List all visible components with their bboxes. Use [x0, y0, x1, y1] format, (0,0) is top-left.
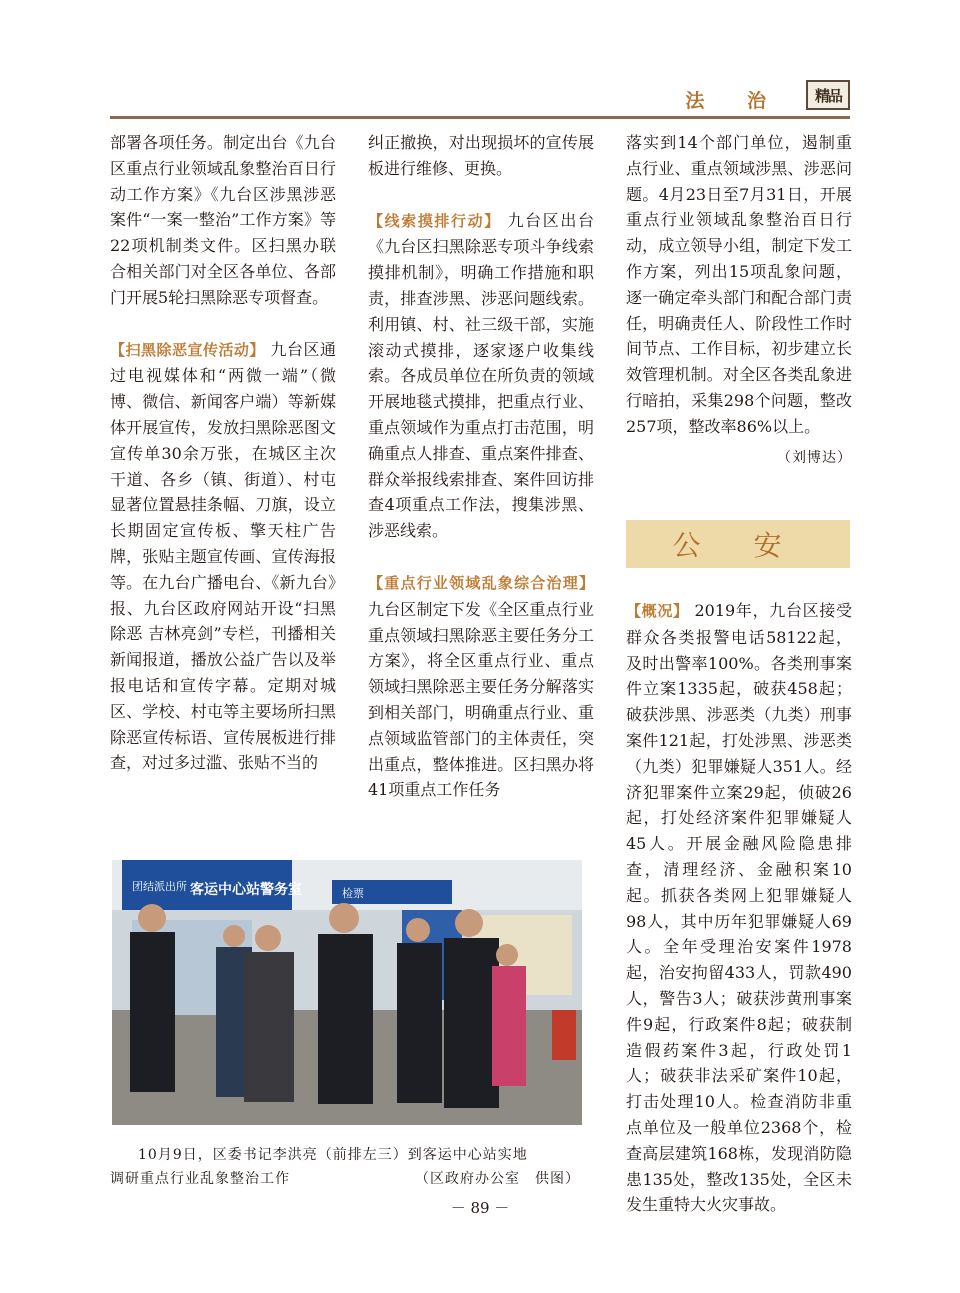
- paragraph: 【概况】 2019年，九台区接受群众各类报警电话58122起，及时出警率100%。各类刑事案件立案1335起，破获458起；破获涉黑、涉恶类（九类）刑事案件121起，打处涉黑、涉恶类（九类）犯罪嫌疑人351人。经济犯罪案件立案29起，侦破26起，打处经济案件犯罪嫌疑人45人。开展金融风险隐患排查，清理经济、金融积案10起。抓获各类网上犯罪嫌疑人98人，其中历年犯罪嫌疑人69人。全年受理治安案件1978起，治安拘留433人，罚款490人，警告3人；破获涉黄刑事案件9起，行政案件8起；破获制造假药案件3起，行政处罚1人；破获非法采矿案件10起，打击处理10人。检查消防非重点单位及一般单位2368个，检查高层建筑168栋，发现消防隐患135处，整改135处，全区未发生重特大火灾事故。: [626, 601, 852, 1215]
- paragraph: 纠正撤换，对出现损坏的宣传展板进行维修、更换。: [368, 133, 594, 178]
- jingpin-logo: 精品: [806, 80, 850, 110]
- author-credit: （刘博达）: [777, 449, 852, 466]
- keyword-heading: 【扫黑除恶宣传活动】: [110, 340, 265, 359]
- column-3-lower: [626, 598, 852, 1218]
- header-rule: [110, 116, 850, 119]
- paragraph: 【扫黑除恶宣传活动】 九台区通过电视媒体和“两微一端”（微博、微信、新闻客户端）等新媒体开展宣传，发放扫黑除恶图文宣传单30余万张，在城区主次干道、各乡（镇、街道）、村屯显著位置悬挂条幅、刀旗，设立长期固定宣传板、擎天柱广告牌，张贴主题宣传画、宣传海报等。在九台广播电台、《新九台》报、九台区政府网站开设“扫黑除恶 吉林亮剑”专栏，刊播相关新闻报道，播放公益广告以及举报电话和宣传字幕。定期对城区、学校、村屯等主要场所扫黑除恶宣传标语、宣传展板进行排查，对过多过滥、张贴不当的: [110, 339, 336, 773]
- svg-text:团结派出所: 团结派出所: [132, 880, 187, 893]
- photo-caption: [110, 1143, 580, 1191]
- keyword-heading: 【概况】: [626, 602, 689, 620]
- paragraph: 【重点行业领域乱象综合治理】 九台区制定下发《全区重点行业重点领域扫黑除恶主要任务分工方案》，将全区重点行业、重点领域扫黑除恶主要任务分解落实到相关部门，明确重点行业、重点领域监管部门的主体责任，突出重点，整体推进。区扫黑办将41项重点工作任务: [368, 573, 594, 800]
- svg-text:检票: 检票: [342, 887, 364, 900]
- caption-line-2: 调研重点行业乱象整治工作: [110, 1171, 290, 1187]
- keyword-heading: 【重点行业领域乱象综合治理】: [368, 573, 594, 592]
- news-photo: [112, 860, 582, 1125]
- column-1: [110, 130, 336, 776]
- paragraph: 落实到14个部门单位，遏制重点行业、重点领域涉黑、涉恶问题。4月23日至7月31日，开展重点行业领域乱象整治百日行动，成立领导小组，制定下发工作方案，列出15项乱象问题，逐一确定牵头部门和配合部门责任，明确责任人、阶段性工作时间节点、工作目标，初步建立长效管理机制。对全区各类乱象进行暗拍，采集298个问题，整改257项，整改率86%以上。: [626, 133, 852, 436]
- paragraph: 部署各项任务。制定出台《九台区重点行业领域乱象整治百日行动工作方案》《九台区涉黑涉恶案件“一案一整治”工作方案》等22项机制类文件。区扫黑办联合相关部门对全区各单位、各部门开展5轮扫黑除恶专项督查。: [110, 133, 336, 307]
- svg-text:客运中心站警务室: 客运中心站警务室: [190, 882, 302, 898]
- section-heading-police: 公 安: [626, 520, 850, 568]
- photo-source: （区政府办公室 供图）: [415, 1171, 580, 1187]
- column-3: [626, 130, 852, 471]
- paragraph: 【线索摸排行动】 九台区出台《九台区扫黑除恶专项斗争线索摸排机制》，明确工作措施和职责，排查涉黑、涉恶问题线索。利用镇、村、社三级干部，实施滚动式摸排，逐家逐户收集线索。各成员单位在所负责的领域开展地毯式摸排，把重点行业、重点领域作为重点打击范围，明确重点人排查、重点案件排查、群众举报线索排查、案件回访排查4项重点工作法，搜集涉黑、涉恶线索。: [368, 210, 594, 541]
- page-number: － 89 －: [450, 1199, 510, 1217]
- caption-line-1: 10月9日，区委书记李洪亮（前排左三）到客运中心站实地: [138, 1147, 528, 1163]
- keyword-heading: 【线索摸排行动】: [368, 211, 501, 230]
- column-2: [368, 130, 594, 803]
- section-title: 法 治: [685, 90, 784, 112]
- page-header: [110, 80, 850, 112]
